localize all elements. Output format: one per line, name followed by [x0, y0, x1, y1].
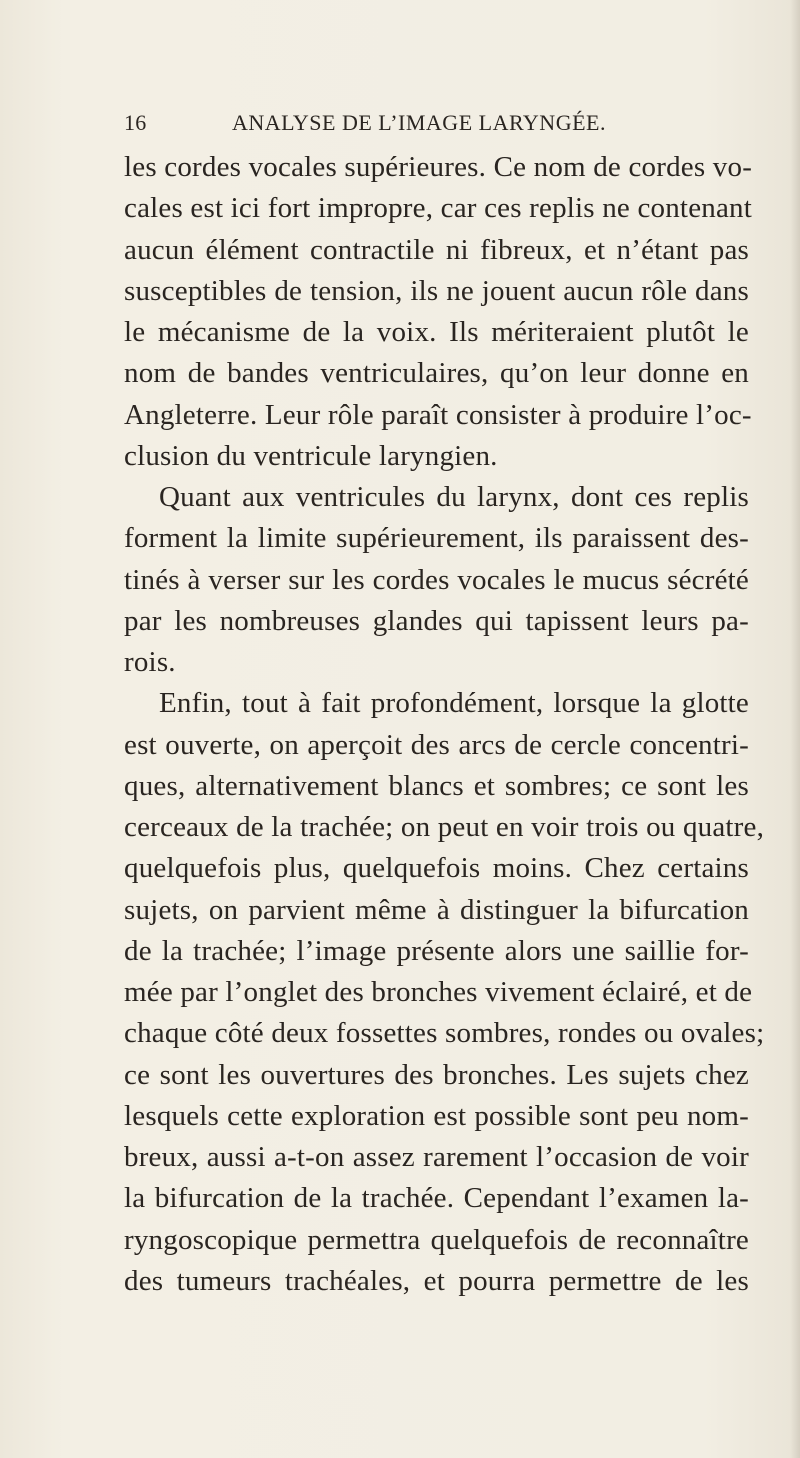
- text-line: mée par l’onglet des bronches vivement éclairé, et de: [124, 976, 753, 1008]
- text-line: ryngoscopique permettra quelquefois de reconnaître: [124, 1223, 749, 1256]
- paragraph-first-line: Quant aux ventricules du larynx, dont ces replis: [159, 481, 749, 513]
- text-line: aucun élément contractile ni fibreux, et n’étant pas: [124, 233, 749, 266]
- text-line: lesquels cette exploration est possible sont peu nom-: [124, 1099, 749, 1132]
- body-text: [124, 147, 765, 1302]
- text-line: nom de bandes ventriculaires, qu’on leur donne en: [124, 357, 749, 390]
- paragraph-end-line: rois.: [124, 646, 176, 678]
- text-line: la bifurcation de la trachée. Cependant l’examen la-: [124, 1182, 749, 1215]
- text-line: cerceaux de la trachée; on peut en voir trois ou quatre,: [124, 811, 765, 843]
- text-line: les cordes vocales supérieures. Ce nom de cordes vo-: [124, 151, 753, 183]
- text-line: de la trachée; l’image présente alors une saillie for-: [124, 934, 749, 967]
- page-header: [124, 110, 744, 144]
- paragraph-first-line: Enfin, tout à fait profondément, lorsque la glotte: [159, 687, 749, 720]
- text-line: est ouverte, on aperçoit des arcs de cercle concentri-: [124, 728, 749, 761]
- text-line: ques, alternativement blancs et sombres; ce sont les: [124, 769, 749, 802]
- text-line: forment la limite supérieurement, ils paraissent des-: [124, 522, 749, 555]
- text-line: le mécanisme de la voix. Ils mériteraient plutôt le: [124, 316, 749, 348]
- text-line: cales est ici fort impropre, car ces replis ne contenant: [124, 192, 752, 225]
- text-line: des tumeurs trachéales, et pourra permettre de les: [124, 1264, 749, 1297]
- text-line: tinés à verser sur les cordes vocales le mucus sécrété: [124, 563, 749, 596]
- text-line: par les nombreuses glandes qui tapissent leurs pa-: [124, 604, 749, 637]
- paragraph-end-line: clusion du ventricule laryngien.: [124, 439, 498, 472]
- text-line: quelquefois plus, quelquefois moins. Chez certains: [124, 852, 749, 885]
- text-line: breux, aussi a-t-on assez rarement l’occasion de voir: [124, 1141, 749, 1173]
- text-line: ce sont les ouvertures des bronches. Les sujets chez: [124, 1058, 749, 1091]
- page-edge-shadow: [790, 0, 800, 1458]
- text-line: Angleterre. Leur rôle paraît consister à produire l’oc-: [124, 398, 752, 431]
- text-line: chaque côté deux fossettes sombres, rondes ou ovales;: [124, 1017, 765, 1050]
- running-title: ANALYSE DE L’IMAGE LARYNGÉE.: [232, 110, 606, 135]
- page-number: 16: [124, 110, 147, 135]
- text-line: sujets, on parvient même à distinguer la bifurcation: [124, 893, 749, 926]
- text-line: susceptibles de tension, ils ne jouent aucun rôle dans: [124, 274, 749, 307]
